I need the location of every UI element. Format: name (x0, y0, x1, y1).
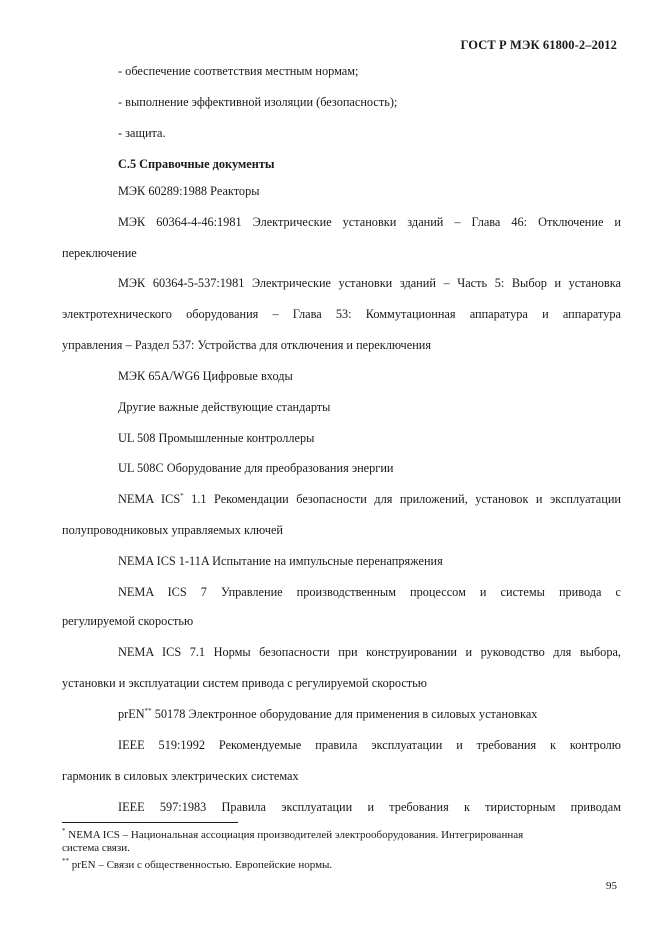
reference-iec-60364-4-46-cont: переключение (62, 246, 137, 260)
pren-50178-text: 50178 Электронное оборудование для применения в силовых установках (151, 707, 538, 721)
reference-ieee-597: IEEE 597:1983 Правила эксплуатации и требования к тиристорным приводам (118, 800, 621, 814)
nema-ics-label: NEMA ICS (118, 492, 181, 506)
footnote-1 (62, 829, 621, 855)
nema-ics-1-1-text: 1.1 Рекомендации безопасности для приложений, установок и эксплуатации (183, 492, 621, 506)
reference-ul-508c: UL 508C Оборудование для преобразования энергии (118, 461, 394, 475)
reference-pren-50178 (118, 706, 537, 722)
reference-iec-60364-5-537: МЭК 60364-5-537:1981 Электрические установки зданий – Часть 5: Выбор и установка (118, 276, 621, 290)
footnote-divider (62, 822, 238, 823)
list-item-protection: - защита. (118, 126, 166, 140)
list-item-insulation: - выполнение эффективной изоляции (безопасность); (118, 95, 398, 109)
reference-nema-ics-1-11a: NEMA ICS 1-11A Испытание на импульсные перенапряжения (118, 554, 443, 568)
reference-ieee-519: IEEE 519:1992 Рекомендуемые правила эксплуатации и требования к контролю (118, 738, 621, 752)
reference-nema-ics-7-cont: регулируемой скоростью (62, 614, 194, 628)
reference-ieee-519-cont: гармоник в силовых электрических системах (62, 769, 299, 783)
reference-iec-60364-5-537-cont2: управления – Раздел 537: Устройства для отключения и переключения (62, 338, 432, 352)
reference-iec-60289: МЭК 60289:1988 Реакторы (118, 184, 260, 198)
footnote-2-text: prEN – Связи с общественностью. Европейские нормы. (69, 859, 333, 871)
list-item-local-norms: - обеспечение соответствия местным нормам; (118, 64, 359, 78)
footnote-1-cont: система связи. (62, 842, 130, 854)
document-header: ГОСТ Р МЭК 61800-2–2012 (460, 38, 617, 52)
footnote-2 (62, 859, 621, 872)
footnote-1-mark: * (62, 827, 66, 835)
reference-nema-ics-1-1-cont: полупроводниковых управляемых ключей (62, 523, 284, 537)
other-standards-label: Другие важные действующие стандарты (118, 400, 331, 414)
reference-nema-ics-7-1-cont: установки и эксплуатации систем привода с регулируемой скоростью (62, 676, 427, 690)
footnote-1-text: NEMA ICS – Национальная ассоциация производителей электрооборудования. Интегрированная (65, 829, 524, 841)
pren-label: prEN (118, 707, 145, 721)
page-number: 95 (606, 880, 617, 892)
footnote-ref-1: * (180, 492, 184, 500)
footnote-ref-2: ** (144, 707, 152, 715)
reference-nema-ics-7: NEMA ICS 7 Управление производственным процессом и системы привода с (118, 585, 621, 599)
reference-iec-65a: МЭК 65A/WG6 Цифровые входы (118, 369, 293, 383)
reference-nema-ics-7-1: NEMA ICS 7.1 Нормы безопасности при конструировании и руководство для выбора, (118, 645, 621, 659)
section-heading: С.5 Справочные документы (118, 157, 275, 171)
reference-iec-60364-4-46: МЭК 60364-4-46:1981 Электрические установки зданий – Глава 46: Отключение и (118, 215, 621, 229)
footnote-2-mark: ** (62, 857, 69, 865)
reference-iec-60364-5-537-cont1: электротехнического оборудования – Глава 53: Коммутационная аппаратура и аппаратура (62, 307, 621, 321)
reference-ul-508: UL 508 Промышленные контроллеры (118, 431, 315, 445)
reference-nema-ics-1-1 (118, 491, 621, 507)
